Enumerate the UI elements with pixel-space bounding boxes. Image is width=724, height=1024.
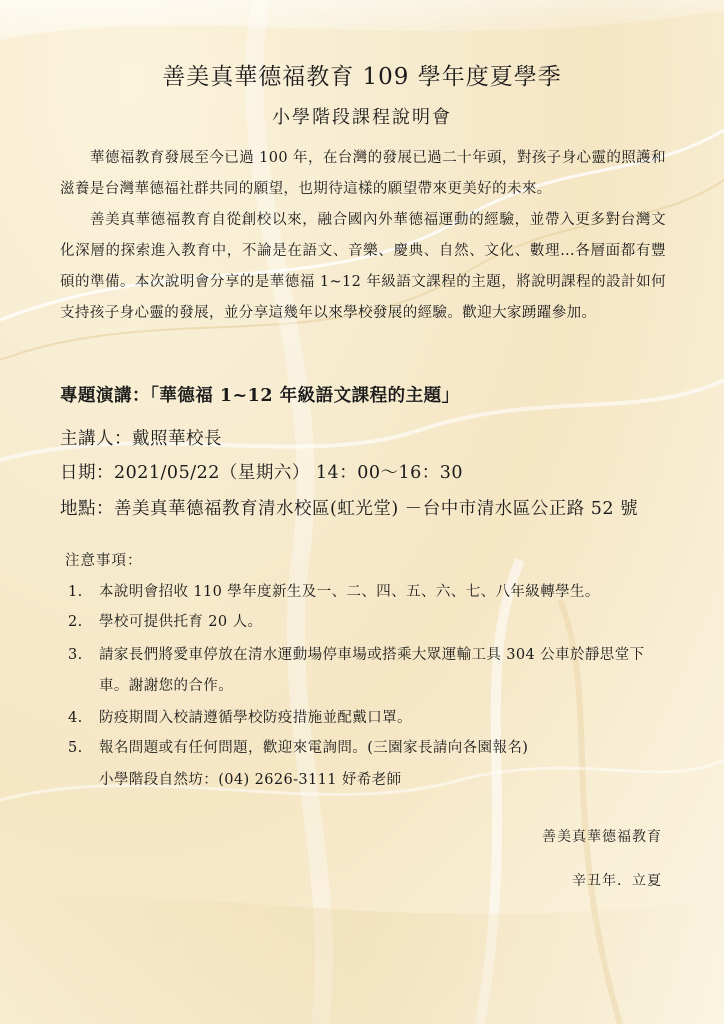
note-number: 5. — [68, 740, 83, 756]
note-text: 請家長們將愛車停放在清水運動場停車場或搭乘大眾運輸工具 304 公車於靜思堂下車。謝謝您的合作。 — [99, 647, 645, 694]
note-item — [68, 607, 668, 638]
page-subtitle: 小學階段課程說明會 — [272, 107, 452, 128]
location-line: 地點：善美真華德福教育清水校區(虹光堂) －台中市清水區公正路 52 號 — [60, 499, 639, 519]
note-number: 1. — [68, 584, 83, 600]
note-number: 4. — [68, 710, 83, 726]
speaker-line: 主講人：戴照華校長 — [60, 429, 222, 449]
note-item — [68, 733, 668, 764]
intro-paragraph-2: 善美真華德福教育自從創校以來，融合國內外華德福運動的經驗，並帶入更多對台灣文化深層的探索進入教育中，不論是在語文、音樂、慶典、自然、文化、數理…各層面都有豐碩的準備。本次說明會分享的是華德福 1~12 年級語文課程的主題，將說明課程的設計如何支持孩子身心靈的發展，並分享這幾年以來學校發展的經驗。歡迎大家踴躍參加。 — [60, 212, 666, 321]
contact-line: 小學階段自然坊：(04) 2626-3111 妤希老師 — [99, 772, 402, 788]
notes-heading: 注意事項： — [65, 553, 143, 569]
note-item — [68, 703, 668, 734]
note-number: 3. — [68, 647, 83, 663]
page-title: 善美真華德福教育 109 學年度夏學季 — [162, 64, 562, 90]
note-item — [68, 577, 668, 608]
intro-paragraph-1: 華德福教育發展至今已過 100 年，在台灣的發展已過二十年頭，對孩子身心靈的照護和滋養是台灣華德福社群共同的願望，也期待這樣的願望帶來更美好的未來。 — [60, 150, 666, 197]
note-text: 防疫期間入校請遵循學校防疫措施並配戴口罩。 — [99, 710, 412, 726]
signature-date: 辛丑年．立夏 — [572, 873, 662, 889]
note-text: 本說明會招收 110 學年度新生及一、二、四、五、六、七、八年級轉學生。 — [99, 584, 600, 600]
signature-organization: 善美真華德福教育 — [542, 829, 662, 845]
lecture-topic: 專題演講：「華德福 1~12 年級語文課程的主題」 — [60, 386, 460, 406]
note-text: 報名問題或有任何問題，歡迎來電詢問。(三園家長請向各園報名) — [99, 740, 529, 756]
note-text: 學校可提供托育 20 人。 — [99, 614, 263, 630]
note-number: 2. — [68, 614, 83, 630]
note-item — [68, 640, 668, 702]
date-line: 日期：2021/05/22（星期六） 14：00～16：30 — [60, 463, 463, 483]
